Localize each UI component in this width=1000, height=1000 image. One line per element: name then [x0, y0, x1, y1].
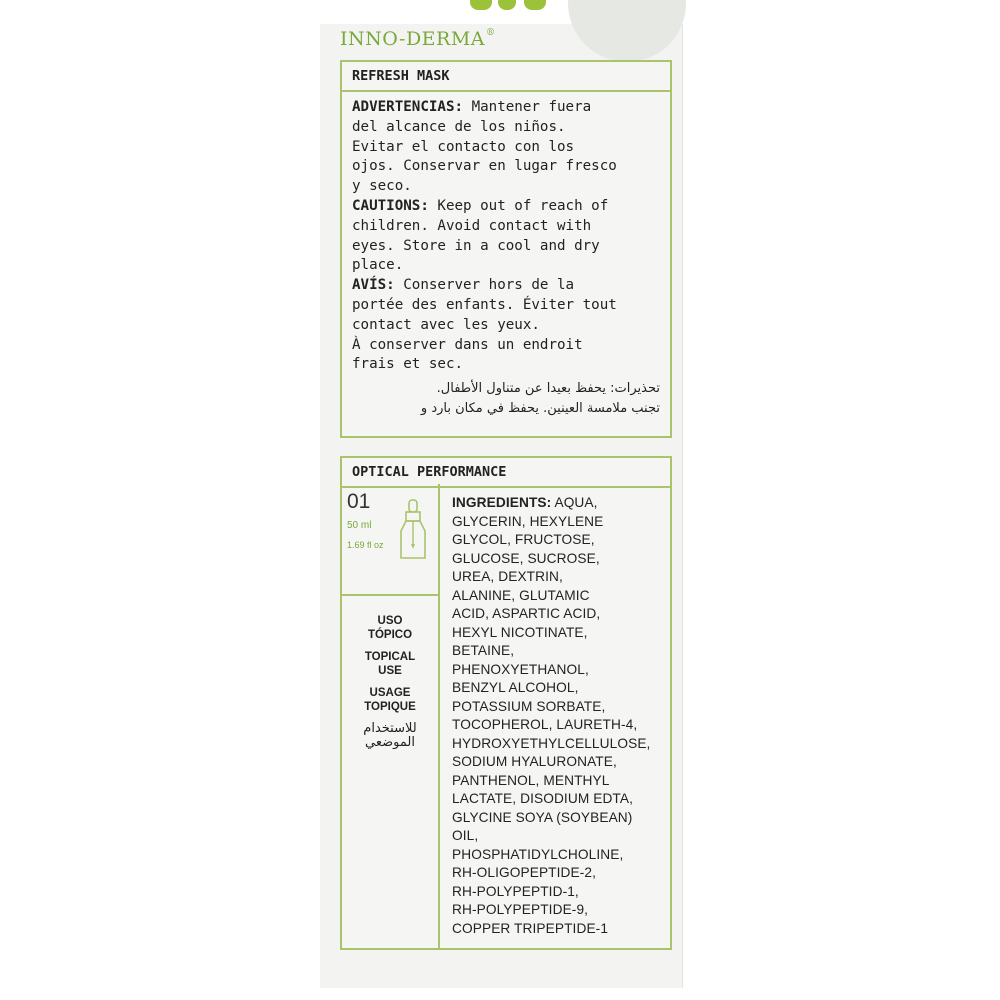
volume-ml: 50 ml	[347, 520, 372, 531]
performance-box	[340, 456, 672, 950]
usage-en: TOPICAL USE	[364, 651, 416, 677]
warning-ar-line: تحذيرات: يحفظ بعيدا عن متناول الأطفال.	[436, 381, 660, 397]
dropper-bottle-icon	[398, 498, 428, 562]
warning-text-es: Mantener fuera del alcance de los niños. Evitar el contacto con los ojos. Conservar en lugar fresco y seco.	[352, 99, 617, 195]
brand-name: INNO-DERMA	[340, 28, 486, 50]
performance-title: OPTICAL PERFORMANCE	[352, 464, 507, 480]
info-column	[342, 484, 440, 948]
ingredients-label: INGREDIENTS:	[452, 495, 552, 510]
leaf-graphic	[470, 0, 492, 10]
ingredients-text: AQUA, GLYCERIN, HEXYLENE GLYCOL, FRUCTOSE, GLUCOSE, SUCROSE, UREA, DEXTRIN, ALANINE, GLUTAMIC ACID, ASPARTIC ACID, HEXYL NICOTINATE, BETAINE, PHENOXYETHANOL, BENZYL ALCOHOL, POTASSIUM SORBATE, TOCOPHEROL, LAURETH-4, HYDROXYETHYLCELLULOSE, SODIUM HYALURONATE, PANTHENOL, MENTHYL LACTATE, DISODIUM EDTA, GLYCINE SOYA (SOYBEAN) OIL, PHOSPHATIDYLCHOLINE, RH-OLIGOPEPTIDE-2, RH-POLYPEPTID-1, RH-POLYPEPTIDE-9, COPPER TRIPEPTIDE-1	[452, 495, 651, 936]
leaf-graphic	[524, 0, 546, 10]
warnings-text	[342, 92, 670, 375]
usage-es: USO TÓPICO	[367, 615, 413, 641]
ingredients-list	[452, 494, 664, 938]
warning-label-fr: AVÍS:	[352, 277, 395, 294]
product-title: REFRESH MASK	[352, 68, 450, 84]
warning-text-en: Keep out of reach of children. Avoid contact with eyes. Store in a cool and dry place.	[352, 197, 609, 274]
volume-cell	[342, 484, 438, 596]
warning-text-ar	[342, 375, 670, 419]
usage-fr: USAGE TOPIQUE	[364, 687, 416, 713]
leaf-graphic	[498, 0, 516, 10]
product-number: 01	[347, 490, 371, 513]
volume-floz: 1.69 fl oz	[347, 540, 384, 550]
warning-ar-line: تجنب ملامسة العينين. يحفظ في مكان بارد و	[420, 401, 660, 417]
registered-mark: ®	[486, 28, 496, 38]
warning-label-en: CAUTIONS:	[352, 197, 429, 214]
usage-cell	[342, 596, 438, 750]
usage-ar: للاستخدام الموضعي	[363, 721, 417, 750]
warnings-box	[340, 60, 672, 438]
warning-label-es: ADVERTENCIAS:	[352, 99, 464, 115]
warning-text-fr: Conserver hors de la portée des enfants. Éviter tout contact avec les yeux. À conserver dans un endroit frais et sec.	[352, 277, 617, 373]
brand-logo	[340, 28, 496, 50]
